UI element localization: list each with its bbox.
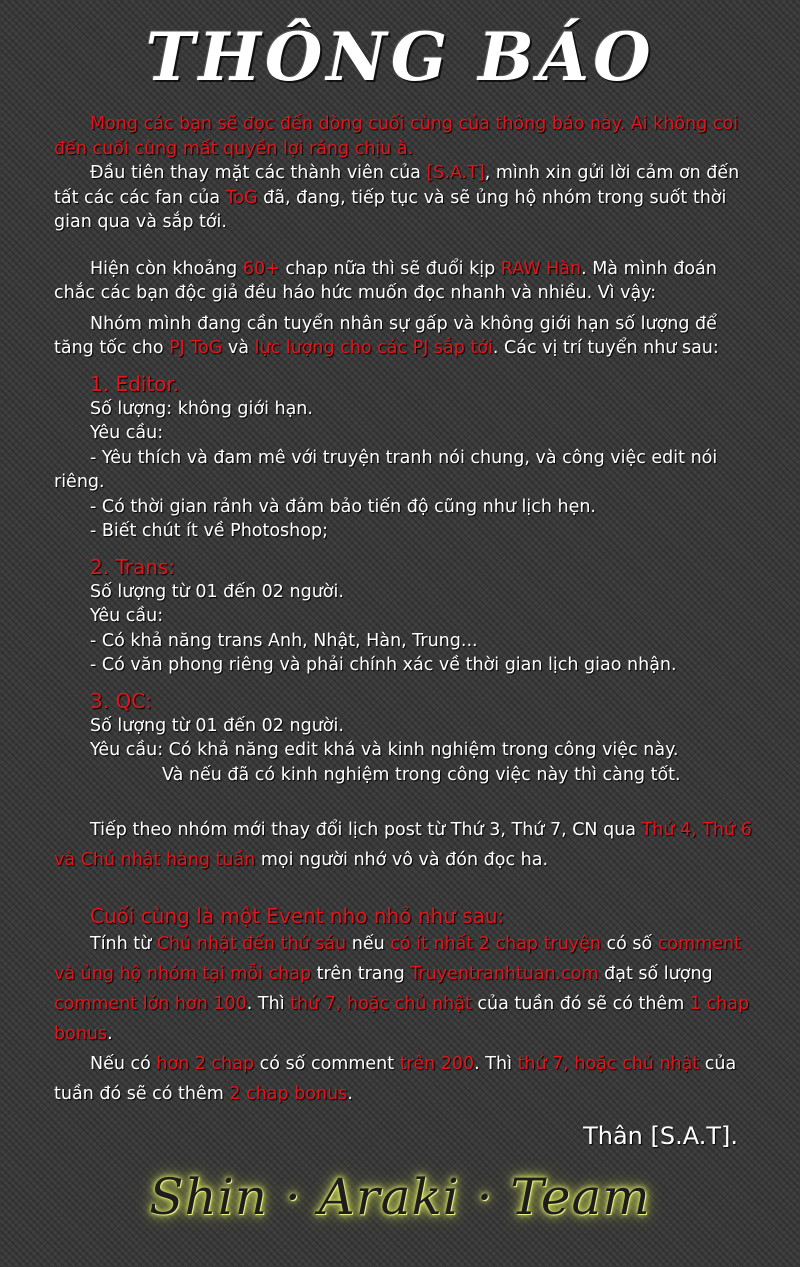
site-link: Truyentranhtuan.com bbox=[410, 964, 599, 984]
event-rule-2: Nếu có hơn 2 chap có số comment trên 200. Thì thứ 7, hoặc chủ nhật của tuần đó sẽ có thêm 2 chap bonus. bbox=[54, 1054, 737, 1104]
notice-body bbox=[54, 112, 754, 1109]
qc-req-1: Yêu cầu: Có khả năng edit khá và kinh nghiệm trong công việc này. bbox=[90, 740, 679, 760]
event-heading: Cuối cùng là một Event nho nhỏ như sau: bbox=[90, 904, 505, 928]
project-tag: ToG bbox=[225, 187, 258, 208]
intro-thanks: Đầu tiên thay mặt các thành viên của [S.A.T], mình xin gửi lời cảm ơn đến tất các các fan của ToG đã, đang, tiếp tục và sẽ ủng hộ nhóm trong suốt thời gian qua và sắp tới. bbox=[54, 163, 740, 232]
editor-req-3: - Biết chút ít về Photoshop; bbox=[90, 521, 328, 541]
editor-req-1: - Yêu thích và đam mê với truyện tranh nói chung, và công việc edit nói riêng. bbox=[54, 447, 718, 492]
editor-req-label: Yêu cầu: bbox=[90, 423, 164, 443]
trans-count: Số lượng từ 01 đến 02 người. bbox=[90, 581, 344, 602]
page-title: THÔNG BÁO bbox=[145, 18, 655, 96]
editor-req-2: - Có thời gian rảnh và đảm bảo tiến độ cũng như lịch hẹn. bbox=[90, 496, 596, 517]
trans-req-label: Yêu cầu: bbox=[90, 606, 164, 626]
recruit-paragraph: Nhóm mình đang cần tuyển nhân sự gấp và không giới hạn số lượng để tăng tốc cho PJ ToG và lực lượng cho các PJ sắp tới. Các vị trí tuyển như sau: bbox=[54, 313, 719, 358]
qc-heading: 3. QC: bbox=[90, 688, 152, 713]
team-tag: [S.A.T] bbox=[426, 163, 485, 183]
trans-req-1: - Có khả năng trans Anh, Nhật, Hàn, Trung... bbox=[90, 630, 478, 651]
progress-paragraph: Hiện còn khoảng 60+ chap nữa thì sẽ đuổi kịp RAW Hàn. Mà mình đoán chắc các bạn độc giả đều háo hức muốn đọc nhanh và nhiều. Vì vậy: bbox=[54, 258, 717, 303]
trans-heading: 2. Trans: bbox=[90, 554, 176, 579]
editor-count: Số lượng: không giới hạn. bbox=[90, 398, 313, 419]
event-rule-1: Tính từ Chủ nhật đến thứ sáu nếu có ít nhất 2 chap truyện có số comment và ủng hộ nhóm tại mỗi chap trên trang Truyentranhtuan.com đạt số lượng comment lớn hơn 100. Thì thứ 7, hoặc chủ nhật của tuần đó sẽ có thêm 1 chap bonus. bbox=[54, 934, 750, 1044]
qc-count: Số lượng từ 01 đến 02 người. bbox=[90, 715, 344, 736]
intro-warning: Mong các bạn sẽ đọc đến dòng cuối cùng của thông báo này. Ai không coi đến cuối cùng mất quyền lợi ráng chịu à. bbox=[54, 114, 739, 159]
editor-heading: 1. Editor. bbox=[90, 371, 180, 396]
schedule-paragraph: Tiếp theo nhóm mới thay đổi lịch post từ Thứ 3, Thứ 7, CN qua Thứ 4, Thứ 6 và Chủ nhật hàng tuần mọi người nhớ vô và đón đọc ha. bbox=[54, 820, 752, 870]
trans-req-2: - Có văn phong riêng và phải chính xác về thời gian lịch giao nhận. bbox=[90, 655, 677, 675]
signature: Thân [S.A.T]. bbox=[583, 1122, 738, 1150]
qc-req-2: Và nếu đã có kinh nghiệm trong công việc này thì càng tốt. bbox=[162, 764, 681, 785]
team-logo: Shin · Araki · Team bbox=[149, 1168, 651, 1226]
